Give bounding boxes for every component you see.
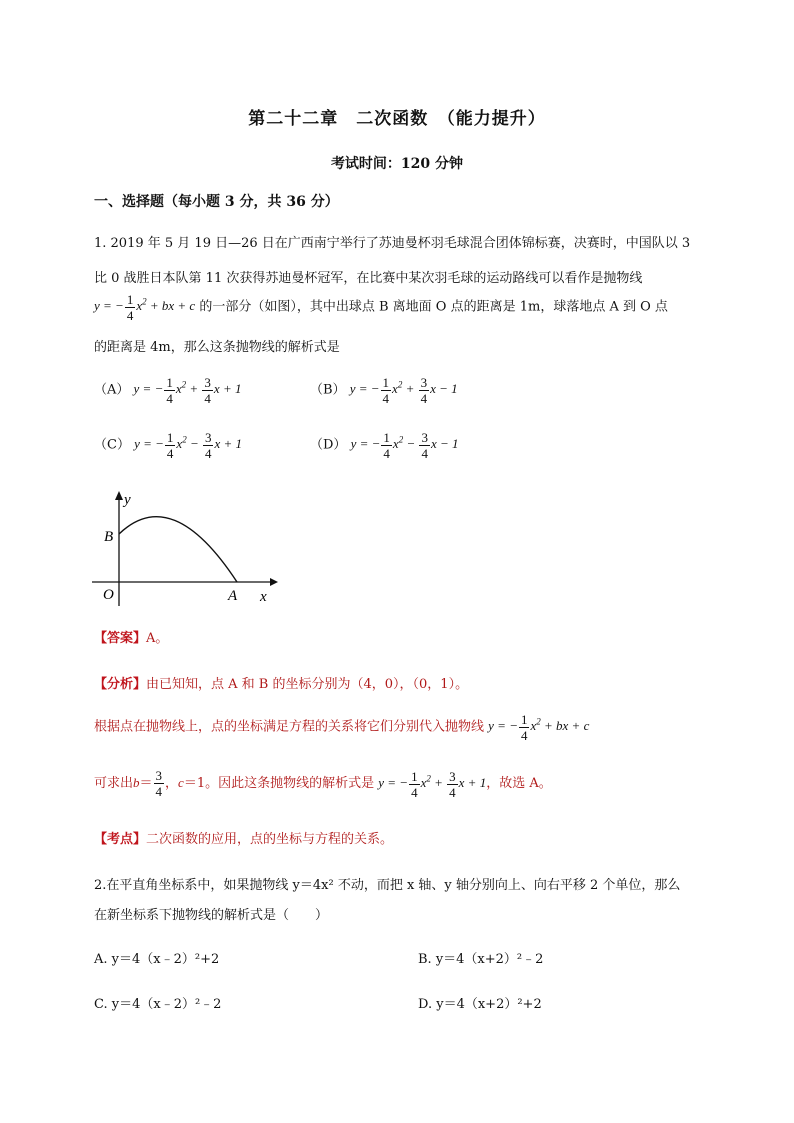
y-axis-label: y bbox=[124, 492, 131, 508]
q1-option-a[interactable]: （A） y = − $\frac{1}{4}$ $x^2$ + $\frac{3}{4}$ x + 1 bbox=[94, 375, 242, 406]
x-axis-label: x bbox=[260, 589, 267, 605]
q2-option-a[interactable]: A. y＝4（x﹣2）²+2 bbox=[94, 952, 220, 967]
exam-time: 考试时间：120 分钟 bbox=[330, 156, 464, 172]
page-title: 第二十二章 二次函数 （能力提升） bbox=[248, 109, 546, 129]
answer-text: A。 bbox=[146, 631, 169, 646]
q1-line-3 bbox=[94, 292, 668, 323]
parabola-curve bbox=[119, 517, 237, 582]
q1-line-1: 1. 2019 年 5 月 19 日—26 日在广西南宁举行了苏迪曼杯羽毛球混合团体锦标赛，决赛时，中国队以 3 bbox=[94, 236, 691, 251]
q1-line-2: 比 0 战胜日本队第 11 次获得苏迪曼杯冠军，在比赛中某次羽毛球的运动路线可以看作是抛物线 bbox=[94, 271, 643, 286]
q1-answer bbox=[94, 627, 168, 646]
q2-option-b[interactable]: B. y＝4（x+2）²﹣2 bbox=[418, 952, 544, 967]
analysis-tag: 【分析】 bbox=[94, 677, 147, 692]
answer-tag: 【答案】 bbox=[94, 631, 147, 646]
q1-analysis-3: 可求出b＝ $\frac{3}{4}$ ，c＝1。因此这条抛物线的解析式是 y = − $\frac{1}{4}$ $x^2$ + $\frac{3}{4}$ x + 1，故选 A。 bbox=[94, 768, 552, 800]
q1-option-c[interactable]: （C） y = − $\frac{1}{4}$ $x^2$ − $\frac{3}{4}$ x + 1 bbox=[94, 430, 243, 461]
q1-formula: y = − $\frac{1}{4}$ $x^2$ + bx + c bbox=[94, 292, 196, 323]
q1-key-point bbox=[94, 828, 393, 847]
parabola-figure bbox=[92, 488, 292, 608]
x-axis-arrow bbox=[270, 578, 278, 586]
key-point-text: 二次函数的应用，点的坐标与方程的关系。 bbox=[146, 832, 394, 847]
analysis-text: 由已知知，点 A 和 B 的坐标分别为（4，0），（0，1）。 bbox=[146, 677, 469, 692]
q1-line-4: 的距离是 4m，那么这条抛物线的解析式是 bbox=[94, 340, 340, 355]
q1-analysis-2: 根据点在抛物线上，点的坐标满足方程的关系将它们分别代入抛物线 y = − $\frac{1}{4}$ $x^2$ + bx + c bbox=[94, 712, 590, 743]
origin-label: O bbox=[103, 587, 114, 603]
q1-option-b[interactable]: （B） y = − $\frac{1}{4}$ $x^2$ + $\frac{3}{4}$ x − 1 bbox=[310, 375, 458, 406]
q2-option-c[interactable]: C. y＝4（x﹣2）²﹣2 bbox=[94, 997, 222, 1012]
point-a-label: A bbox=[228, 588, 238, 604]
point-b-label: B bbox=[104, 529, 114, 545]
q2-option-d[interactable]: D. y＝4（x+2）²+2 bbox=[418, 997, 542, 1012]
q2-line-1: 2.在平直角坐标系中，如果抛物线 y＝4x² 不动，而把 x 轴、y 轴分别向上、向右平移 2 个单位，那么 bbox=[94, 878, 681, 893]
y-axis-arrow bbox=[115, 491, 123, 500]
q1-line-3-text: 的一部分（如图），其中出球点 B 离地面 O 点的距离是 1m，球落地点 A 到 O 点 bbox=[199, 299, 668, 315]
section-heading: 一、选择题（每小题 3 分，共 36 分） bbox=[94, 194, 339, 210]
q2-line-2: 在新坐标系下抛物线的解析式是（ ） bbox=[94, 908, 329, 923]
q1-analysis bbox=[94, 673, 468, 692]
q1-option-d[interactable]: （D） y = − $\frac{1}{4}$ $x^2$ − $\frac{3}{4}$ x − 1 bbox=[310, 430, 459, 461]
key-point-tag: 【考点】 bbox=[94, 832, 147, 847]
